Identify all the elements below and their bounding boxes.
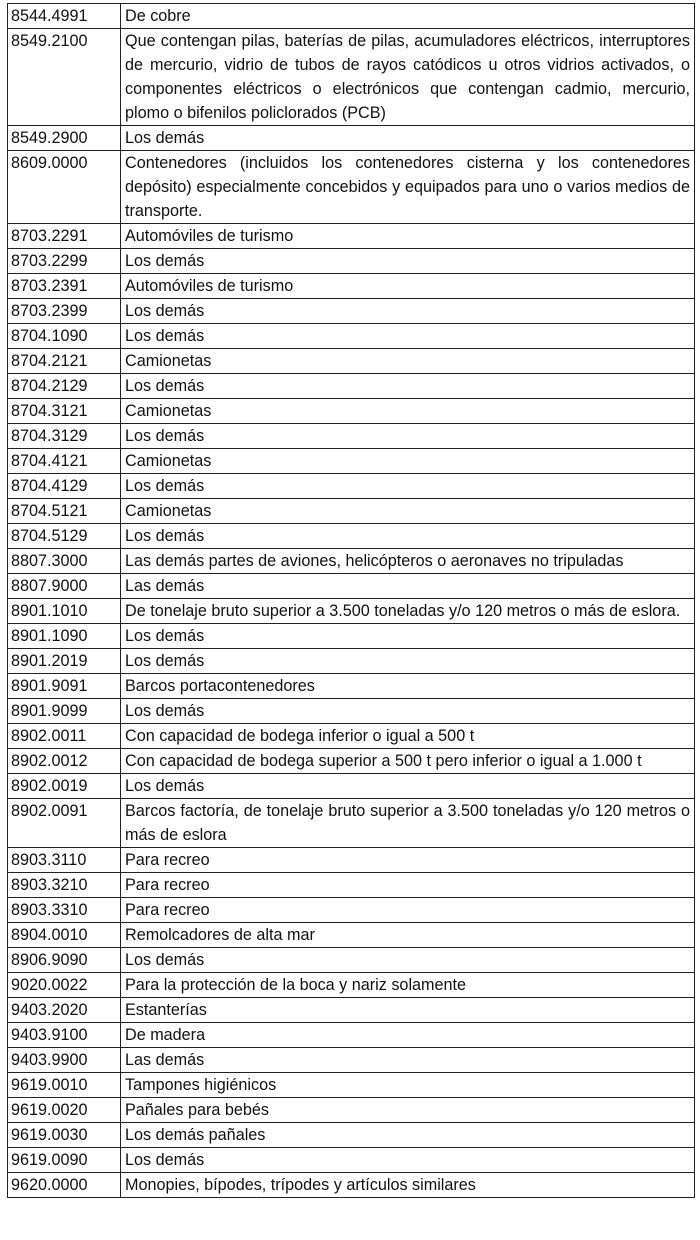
description-cell: Que contengan pilas, baterías de pilas, acumuladores eléctricos, interruptores de mercurio, vidrio de tubos de rayos catódicos u otros vidrios activados, o componentes eléctricos o electrónicos que contengan cadmio, mercurio, plomo o bifenilos policlorados (PCB) bbox=[121, 29, 695, 126]
description-cell: Los demás bbox=[121, 374, 695, 399]
tariff-code-cell: 8902.0011 bbox=[8, 724, 121, 749]
tariff-code-cell: 8903.3210 bbox=[8, 873, 121, 898]
description-cell: Los demás bbox=[121, 649, 695, 674]
description-cell: Los demás bbox=[121, 126, 695, 151]
table-row bbox=[8, 151, 695, 224]
description-cell: Las demás bbox=[121, 1048, 695, 1073]
description-cell: Barcos portacontenedores bbox=[121, 674, 695, 699]
tariff-code-cell: 8904.0010 bbox=[8, 923, 121, 948]
description-cell: De cobre bbox=[121, 4, 695, 29]
description-cell: Los demás bbox=[121, 474, 695, 499]
description-cell: Para la protección de la boca y nariz solamente bbox=[121, 973, 695, 998]
tariff-code-cell: 8704.3121 bbox=[8, 399, 121, 424]
tariff-code-cell: 8704.2129 bbox=[8, 374, 121, 399]
description-cell: Los demás bbox=[121, 249, 695, 274]
table-row bbox=[8, 499, 695, 524]
description-cell: Las demás bbox=[121, 574, 695, 599]
table-row bbox=[8, 749, 695, 774]
description-cell: Con capacidad de bodega superior a 500 t pero inferior o igual a 1.000 t bbox=[121, 749, 695, 774]
tariff-table-sheet bbox=[7, 3, 695, 1198]
description-cell: Los demás bbox=[121, 624, 695, 649]
tariff-code-cell: 8704.3129 bbox=[8, 424, 121, 449]
table-row bbox=[8, 524, 695, 549]
description-cell: Los demás pañales bbox=[121, 1123, 695, 1148]
tariff-code-cell: 8704.1090 bbox=[8, 324, 121, 349]
table-row bbox=[8, 126, 695, 151]
description-cell: Automóviles de turismo bbox=[121, 274, 695, 299]
description-cell: Para recreo bbox=[121, 848, 695, 873]
description-cell: Los demás bbox=[121, 774, 695, 799]
description-cell: Barcos factoría, de tonelaje bruto superior a 3.500 toneladas y/o 120 metros o más de eslora bbox=[121, 799, 695, 848]
tariff-code-cell: 9619.0010 bbox=[8, 1073, 121, 1098]
tariff-code-cell: 8544.4991 bbox=[8, 4, 121, 29]
tariff-code-cell: 8902.0012 bbox=[8, 749, 121, 774]
table-row bbox=[8, 724, 695, 749]
table-row bbox=[8, 1148, 695, 1173]
table-row bbox=[8, 873, 695, 898]
table-row bbox=[8, 599, 695, 624]
table-row bbox=[8, 1173, 695, 1198]
table-row bbox=[8, 399, 695, 424]
tariff-table bbox=[7, 3, 695, 1198]
tariff-code-cell: 8807.9000 bbox=[8, 574, 121, 599]
tariff-code-cell: 9403.9900 bbox=[8, 1048, 121, 1073]
table-row bbox=[8, 923, 695, 948]
description-cell: De madera bbox=[121, 1023, 695, 1048]
table-row bbox=[8, 674, 695, 699]
description-cell: Camionetas bbox=[121, 399, 695, 424]
tariff-code-cell: 8704.5129 bbox=[8, 524, 121, 549]
tariff-code-cell: 8807.3000 bbox=[8, 549, 121, 574]
tariff-code-cell: 8902.0091 bbox=[8, 799, 121, 848]
table-row bbox=[8, 649, 695, 674]
table-row bbox=[8, 4, 695, 29]
table-row bbox=[8, 948, 695, 973]
description-cell: Para recreo bbox=[121, 898, 695, 923]
tariff-code-cell: 8901.1010 bbox=[8, 599, 121, 624]
table-row bbox=[8, 374, 695, 399]
table-row bbox=[8, 1123, 695, 1148]
tariff-code-cell: 8549.2100 bbox=[8, 29, 121, 126]
tariff-code-cell: 8903.3310 bbox=[8, 898, 121, 923]
description-cell: Camionetas bbox=[121, 499, 695, 524]
description-cell: Contenedores (incluidos los contenedores cisterna y los contenedores depósito) especialmente concebidos y equipados para uno o varios medios de transporte. bbox=[121, 151, 695, 224]
description-cell: Los demás bbox=[121, 299, 695, 324]
tariff-code-cell: 9619.0020 bbox=[8, 1098, 121, 1123]
tariff-code-cell: 9020.0022 bbox=[8, 973, 121, 998]
tariff-code-cell: 8704.4121 bbox=[8, 449, 121, 474]
table-row bbox=[8, 574, 695, 599]
table-row bbox=[8, 549, 695, 574]
description-cell: Los demás bbox=[121, 1148, 695, 1173]
tariff-code-cell: 8902.0019 bbox=[8, 774, 121, 799]
table-row bbox=[8, 699, 695, 724]
description-cell: Los demás bbox=[121, 699, 695, 724]
description-cell: Automóviles de turismo bbox=[121, 224, 695, 249]
tariff-code-cell: 8704.4129 bbox=[8, 474, 121, 499]
description-cell: Los demás bbox=[121, 424, 695, 449]
table-row bbox=[8, 224, 695, 249]
tariff-code-cell: 9403.2020 bbox=[8, 998, 121, 1023]
tariff-table-body bbox=[8, 4, 695, 1198]
description-cell: Los demás bbox=[121, 524, 695, 549]
table-row bbox=[8, 474, 695, 499]
tariff-code-cell: 8901.9091 bbox=[8, 674, 121, 699]
table-row bbox=[8, 1048, 695, 1073]
table-row bbox=[8, 998, 695, 1023]
description-cell: Con capacidad de bodega inferior o igual a 500 t bbox=[121, 724, 695, 749]
tariff-code-cell: 8906.9090 bbox=[8, 948, 121, 973]
tariff-code-cell: 9620.0000 bbox=[8, 1173, 121, 1198]
tariff-code-cell: 8703.2391 bbox=[8, 274, 121, 299]
tariff-code-cell: 8901.1090 bbox=[8, 624, 121, 649]
table-row bbox=[8, 324, 695, 349]
table-row bbox=[8, 973, 695, 998]
description-cell: Estanterías bbox=[121, 998, 695, 1023]
table-row bbox=[8, 774, 695, 799]
tariff-code-cell: 9403.9100 bbox=[8, 1023, 121, 1048]
table-row bbox=[8, 1073, 695, 1098]
description-cell: Pañales para bebés bbox=[121, 1098, 695, 1123]
table-row bbox=[8, 848, 695, 873]
tariff-code-cell: 8703.2291 bbox=[8, 224, 121, 249]
tariff-code-cell: 8703.2299 bbox=[8, 249, 121, 274]
tariff-code-cell: 8609.0000 bbox=[8, 151, 121, 224]
description-cell: Camionetas bbox=[121, 449, 695, 474]
description-cell: Monopies, bípodes, trípodes y artículos similares bbox=[121, 1173, 695, 1198]
table-row bbox=[8, 1023, 695, 1048]
description-cell: Para recreo bbox=[121, 873, 695, 898]
tariff-code-cell: 8901.2019 bbox=[8, 649, 121, 674]
tariff-code-cell: 8703.2399 bbox=[8, 299, 121, 324]
tariff-code-cell: 8903.3110 bbox=[8, 848, 121, 873]
table-row bbox=[8, 898, 695, 923]
table-row bbox=[8, 1098, 695, 1123]
table-row bbox=[8, 249, 695, 274]
table-row bbox=[8, 274, 695, 299]
description-cell: De tonelaje bruto superior a 3.500 toneladas y/o 120 metros o más de eslora. bbox=[121, 599, 695, 624]
tariff-code-cell: 8901.9099 bbox=[8, 699, 121, 724]
tariff-code-cell: 9619.0090 bbox=[8, 1148, 121, 1173]
description-cell: Los demás bbox=[121, 948, 695, 973]
description-cell: Las demás partes de aviones, helicópteros o aeronaves no tripuladas bbox=[121, 549, 695, 574]
description-cell: Remolcadores de alta mar bbox=[121, 923, 695, 948]
description-cell: Tampones higiénicos bbox=[121, 1073, 695, 1098]
table-row bbox=[8, 349, 695, 374]
description-cell: Los demás bbox=[121, 324, 695, 349]
table-row bbox=[8, 799, 695, 848]
tariff-code-cell: 8549.2900 bbox=[8, 126, 121, 151]
tariff-code-cell: 9619.0030 bbox=[8, 1123, 121, 1148]
description-cell: Camionetas bbox=[121, 349, 695, 374]
table-row bbox=[8, 449, 695, 474]
table-row bbox=[8, 299, 695, 324]
tariff-code-cell: 8704.2121 bbox=[8, 349, 121, 374]
table-row bbox=[8, 29, 695, 126]
tariff-code-cell: 8704.5121 bbox=[8, 499, 121, 524]
table-row bbox=[8, 424, 695, 449]
table-row bbox=[8, 624, 695, 649]
